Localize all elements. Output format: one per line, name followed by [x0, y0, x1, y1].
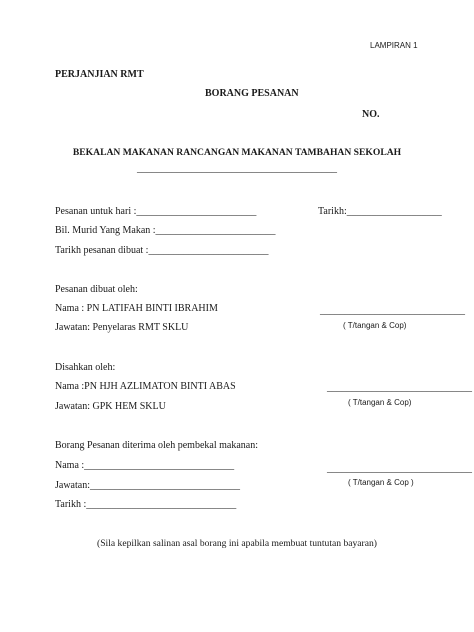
ordered-by-signature-line: _____________________________ [320, 305, 465, 316]
heading-underline: ________________________________________ [137, 163, 337, 174]
received-by-signature-label: ( T/tangan & Cop ) [348, 478, 414, 487]
approved-by-signature-line: _____________________________ [327, 382, 472, 393]
ordered-by-name: Nama : PN LATIFAH BINTI IBRAHIM [55, 303, 218, 314]
approved-by-name: Nama :PN HJH AZLIMATON BINTI ABAS [55, 381, 236, 392]
ordered-by-signature-label: ( T/tangan & Cop) [343, 321, 407, 330]
footer-note: (Sila kepilkan salinan asal borang ini apabila membuat tuntutan bayaran) [97, 538, 377, 549]
ordered-by-heading: Pesanan dibuat oleh: [55, 284, 138, 295]
received-by-signature-line: _____________________________ [327, 463, 472, 474]
pupil-count-field: Bil. Murid Yang Makan :________________________ [55, 225, 276, 236]
received-by-date-field: Tarikh :______________________________ [55, 499, 237, 510]
order-made-date-field: Tarikh pesanan dibuat :________________________ [55, 245, 269, 256]
main-heading: BEKALAN MAKANAN RANCANGAN MAKANAN TAMBAHAN SEKOLAH [72, 147, 402, 158]
approved-by-position: Jawatan: GPK HEM SKLU [55, 401, 166, 412]
order-date-top-field: Tarikh:___________________ [318, 206, 442, 217]
received-by-position-field: Jawatan:______________________________ [55, 480, 240, 491]
received-by-name-field: Nama :______________________________ [55, 460, 235, 471]
approved-by-signature-label: ( T/tangan & Cop) [348, 398, 412, 407]
form-title: BORANG PESANAN [205, 88, 299, 99]
form-number-label: NO. [362, 109, 380, 120]
order-day-field: Pesanan untuk hari :________________________ [55, 206, 257, 217]
ordered-by-position: Jawatan: Penyelaras RMT SKLU [55, 322, 189, 333]
agreement-title: PERJANJIAN RMT [55, 69, 144, 80]
approved-by-heading: Disahkan oleh: [55, 362, 116, 373]
lampiran-label: LAMPIRAN 1 [370, 41, 418, 50]
received-by-heading: Borang Pesanan diterima oleh pembekal makanan: [55, 440, 258, 451]
